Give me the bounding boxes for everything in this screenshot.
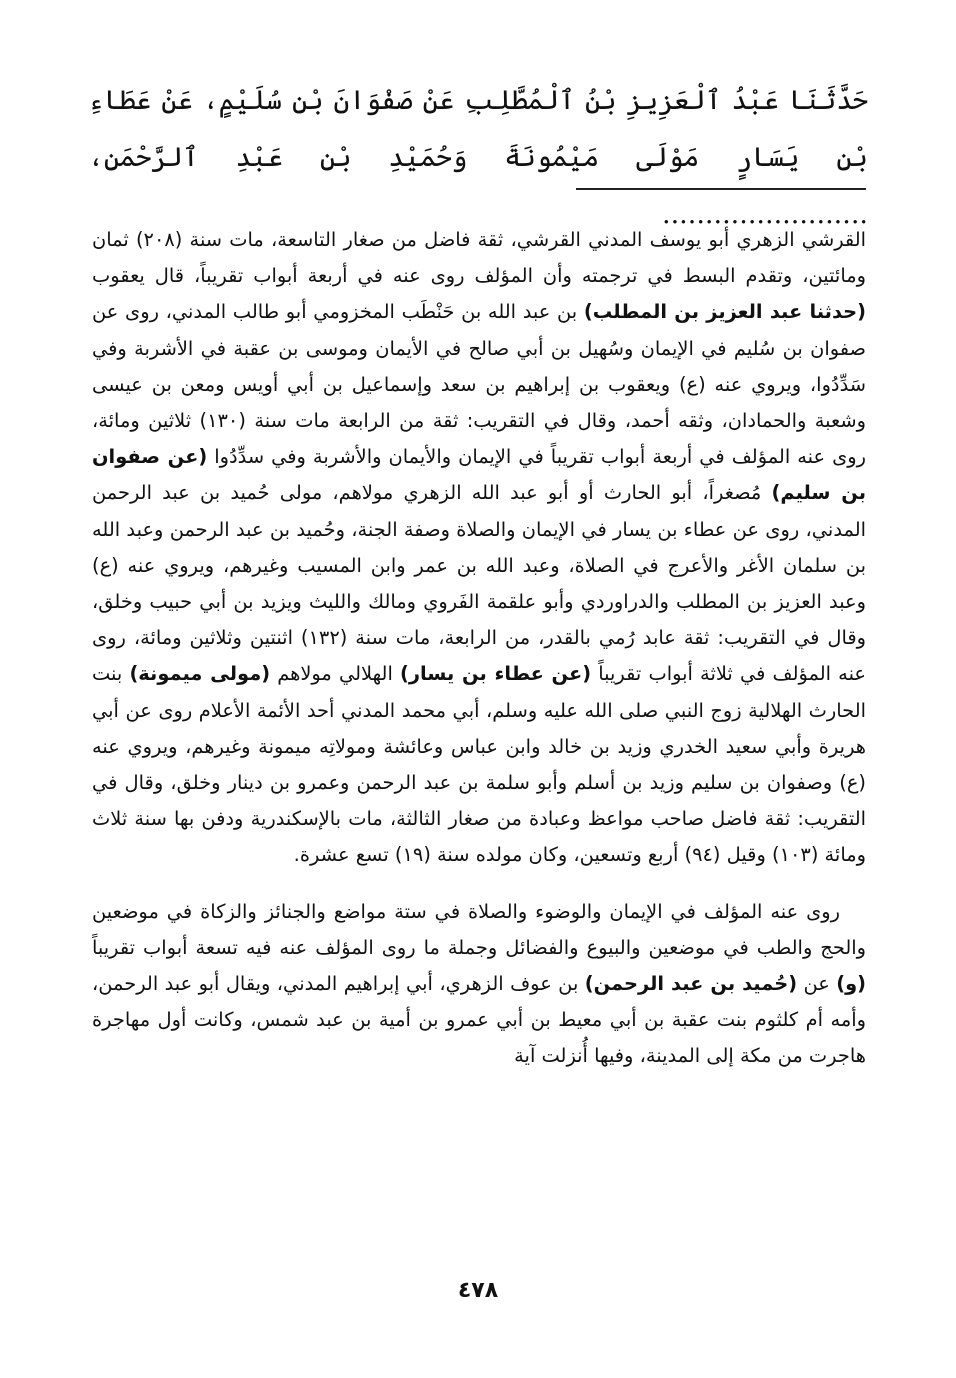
narrator-highlight: (و) — [836, 972, 866, 996]
footnote-separator — [576, 188, 866, 190]
text-segment: بنت الحارث الهلالية زوج النبي صلى الله عليه وسلم، أبي محمد المدني أحد الأئمة الأعلام روى عن أبي هريرة وأبي سعيد الخدري وزيد بن خالد وابن عباس وعائشة ومولاتِه ميمونة وغيرهم، ويروي عنه (ع) وصفوان بن سليم وزيد بن أسلم وأبو سلمة بن عبد الرحمن وعمرو بن دينار وخلق، وقال في التقريب: ثقة فاضل صاحب مواعظ وعبادة من صغار الثالثة، مات بالإسكندرية ودفن بها سنة ثلاث ومائة (١٠٣) وقيل (٩٤) أربع وتسعين، وكان مولده سنة (١٩) تسع عشرة. — [92, 662, 866, 867]
text-segment: عن — [797, 972, 837, 996]
narrator-highlight: (عن صفوان بن سليم) — [92, 445, 867, 505]
page-number: ٤٧٨ — [457, 1278, 499, 1303]
text-segment: بن عبد الله بن حَنْطَب المخزومي أبو طالب المدني، روى عن صفوان بن سُليم في الإيمان وسُهيل بن أبي صالح في الأيمان وموسى بن عقبة في الأشربة وفي سَدِّدُوا، ويروي عنه (ع) ويعقوب بن إبراهيم بن سعد وإسماعيل بن أبي أويس ومعن بن عيسى وشعبة والحمادان، وثقه أحمد، وقال في التقريب: ثقة من الرابعة مات سنة (١٣٠) ثلاثين ومائة، روى عنه المؤلف في أربعة أبواب تقريباً في الإيمان والأيمان والأشربة وفي سدِّدُوا — [92, 300, 867, 469]
hadith-text: حَدَّثَنَا عَبْدُ ٱلْعَزِيزِ بْنُ ٱلْمُطَّلِبِ عَنْ صَفْوَانَ بْنِ سُلَيْمٍ، عَنْ عَطَاءِ بْنِ يَسَارٍ مَوْلَى مَيْمُونَةَ وَحُمَيْدِ بْنِ عَبْدِ ٱلرَّحْمَنِ، ........................ — [88, 85, 868, 230]
narrator-highlight: (مولى ميمونة) — [129, 662, 271, 686]
text-segment: مُصغراً، أبو الحارث أو أبو عبد الله الزهري مولاهم، مولى حُميد بن عبد الرحمن المدني، روى عن عطاء بن يسار في الإيمان والصلاة وصفة الجنة، وحُميد بن عبد الرحمن وعبد الله بن سلمان الأغر والأعرج في الصلاة، وعبد الله بن عمر وابن المسيب وغيرهم، ويروي عنه (ع) وعبد العزيز بن المطلب والدراوردي وأبو علقمة الفَروي ومالك والليث ويزيد بن أبي حبيب وخلق، وقال في التقريب: ثقة عابد رُمي بالقدر، من الرابعة، مات سنة (١٣٢) اثنتين وثلاثين ومائة، روى عنه المؤلف في ثلاثة أبواب تقريباً — [92, 481, 867, 686]
text-segment: الهلالي مولاهم — [270, 662, 400, 686]
text-segment: روى عنه المؤلف في الإيمان والوضوء والصلاة في ستة مواضع والجنائز والزكاة في موضعين والحج والطب في موضعين والبيوع والفضائل وجملة ما روى المؤلف عنه فيه تسعة أبواب تقريباً — [92, 899, 866, 959]
text-segment: القرشي الزهري أبو يوسف المدني القرشي، ثقة فاضل من صغار التاسعة، مات سنة (٢٠٨) ثمان ومائتين، وتقدم البسط في ترجمته وأن المؤلف روى عنه في أربعة أبواب تقريباً، قال يعقوب — [92, 228, 867, 288]
commentary-paragraph-1 — [92, 222, 866, 874]
narrator-highlight: (حدثنا عبد العزيز بن المطلب) — [583, 300, 866, 324]
narrator-highlight: (عن عطاء بن يسار) — [399, 662, 592, 686]
commentary-paragraph-2 — [92, 894, 866, 1075]
commentary-block — [92, 222, 866, 1075]
text-segment: بن عوف الزهري، أبي إبراهيم المدني، ويقال أبو عبد الرحمن، وأمه أم كلثوم بنت عقبة بن أبي معيط بن أبي عمرو بن أمية بن عبد شمس، وكانت أول مهاجرة هاجرت من مكة إلى المدينة، وفيها أُنزلت آية — [92, 972, 866, 1068]
narrator-highlight: (حُميد بن عبد الرحمن) — [584, 972, 798, 996]
